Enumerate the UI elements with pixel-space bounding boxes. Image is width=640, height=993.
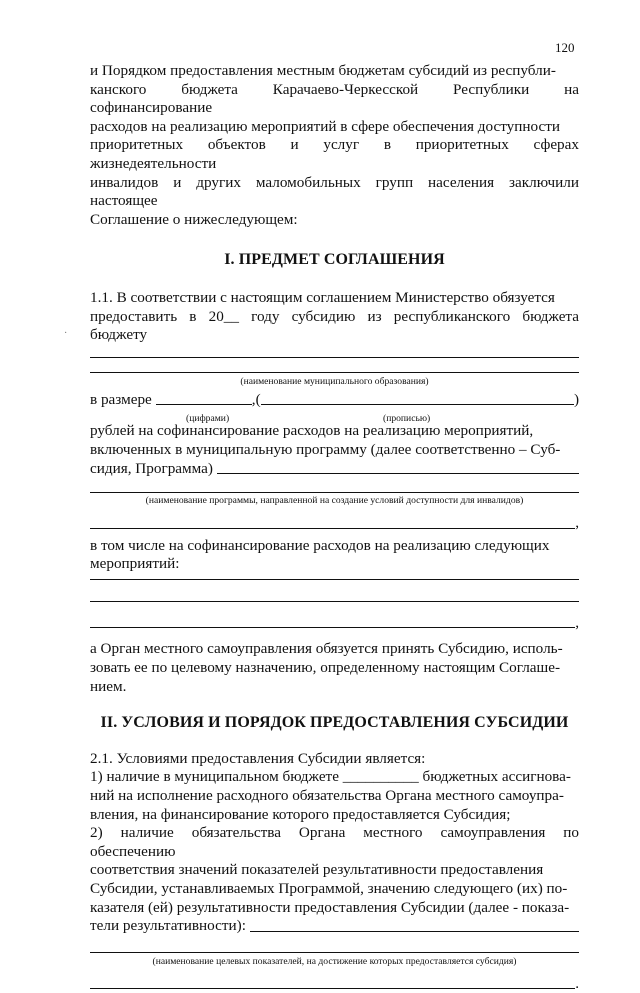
clause-1-1-line: а Орган местного самоуправления обязуется принять Субсидию, исполь- (90, 640, 563, 658)
clause-2-1-line: ний на исполнение расходного обязательства Органа местного самоупра- (90, 787, 564, 805)
margin-dot: · (64, 328, 68, 339)
section-2-heading: II. УСЛОВИЯ И ПОРЯДОК ПРЕДОСТАВЛЕНИЯ СУБСИДИИ (100, 714, 569, 732)
end-mark: . (575, 974, 579, 992)
clause-2-1-line: казателя (ей) результативности предоставления Субсидии (далее - показа- (90, 898, 570, 916)
clause-2-1-line: 1) наличие в муниципальном бюджете __________ бюджетных ассигнова- (90, 768, 571, 786)
intro-line: приоритетных объектов и услуг в приоритетных сферах жизнедеятельности (90, 136, 579, 172)
clause-1-1-line: включенных в муниципальную программу (далее соответственно – Суб- (90, 440, 561, 458)
indicators-row-end (90, 975, 579, 993)
comma: , (575, 613, 579, 631)
intro-line: расходов на реализацию мероприятий в сфере обеспечения доступности (90, 117, 561, 135)
amount-row (90, 391, 579, 410)
clause-1-1-line: в том числе на софинансирование расходов на реализацию следующих (90, 536, 550, 554)
clause-1-1-line: зовать ее по целевому назначению, определенному настоящим Соглаше- (90, 659, 561, 677)
indicators-blank (250, 931, 579, 932)
caption-digits: (цифрами) (186, 413, 230, 425)
caption-words: (прописью) (383, 413, 431, 425)
indicators-blank (90, 988, 575, 989)
caption-indicators: (наименование целевых показателей, на достижение которых предоставляется субсидия) (152, 955, 517, 967)
clause-2-1-line: Субсидии, устанавливаемых Программой, значению следующего (их) по- (90, 880, 568, 897)
intro-line: и Порядком предоставления местным бюджетам субсидий из республи- (90, 62, 556, 79)
clause-1-1-line: предоставить в 20__ году субсидию из республиканского бюджета бюджету (90, 307, 579, 344)
program-row (90, 460, 579, 479)
program-blank (217, 473, 579, 474)
clause-2-1-line: 2) наличие обязательства Органа местного самоуправления по обеспечению (90, 824, 579, 860)
document-body (90, 62, 579, 993)
clause-1-1-line: рублей на софинансирование расходов на реализацию мероприятий, (90, 422, 534, 440)
clause-1-1-line: мероприятий: (90, 555, 180, 573)
caption-municipality: (наименование муниципального образования) (240, 375, 429, 387)
caption-program: (наименование программы, направленной на создание условий доступности для инвалидов) (145, 495, 524, 507)
section-1-heading: I. ПРЕДМЕТ СОГЛАШЕНИЯ (224, 251, 445, 269)
indicators-row (90, 917, 579, 936)
clause-2-1-line: 2.1. Условиями предоставления Субсидии является: (90, 749, 426, 767)
measures-blank (90, 627, 575, 628)
clause-2-1-line: соответствия значений показателей результативности предоставления (90, 861, 544, 879)
indicators-label: тели результативности): (90, 917, 246, 935)
intro-line: Соглашение о нижеследующем: (90, 210, 298, 228)
program-label: сидия, Программа) (90, 459, 213, 477)
program-blank (90, 528, 575, 529)
amount-separator: ,( (251, 390, 261, 408)
intro-line: инвалидов и других маломобильных групп населения заключили настоящее (90, 173, 579, 210)
program-row-end (90, 514, 579, 533)
amount-digits-blank (156, 404, 252, 405)
clause-2-1-line: вления, на финансирование которого предоставляется Субсидия; (90, 805, 511, 823)
clause-1-1-line: 1.1. В соответствии с настоящим соглашением Министерство обязуется (90, 288, 555, 306)
comma: , (575, 514, 579, 532)
measures-row-end (90, 614, 579, 633)
amount-captions (90, 409, 579, 425)
intro-line: канского бюджета Карачаево-Черкесской Республики на софинансирование (90, 80, 579, 117)
amount-close: ) (573, 390, 579, 408)
page-number: 120 (555, 40, 575, 55)
amount-label: в размере (90, 390, 152, 408)
clause-1-1-line: нием. (90, 677, 127, 695)
amount-words-blank (261, 404, 574, 405)
